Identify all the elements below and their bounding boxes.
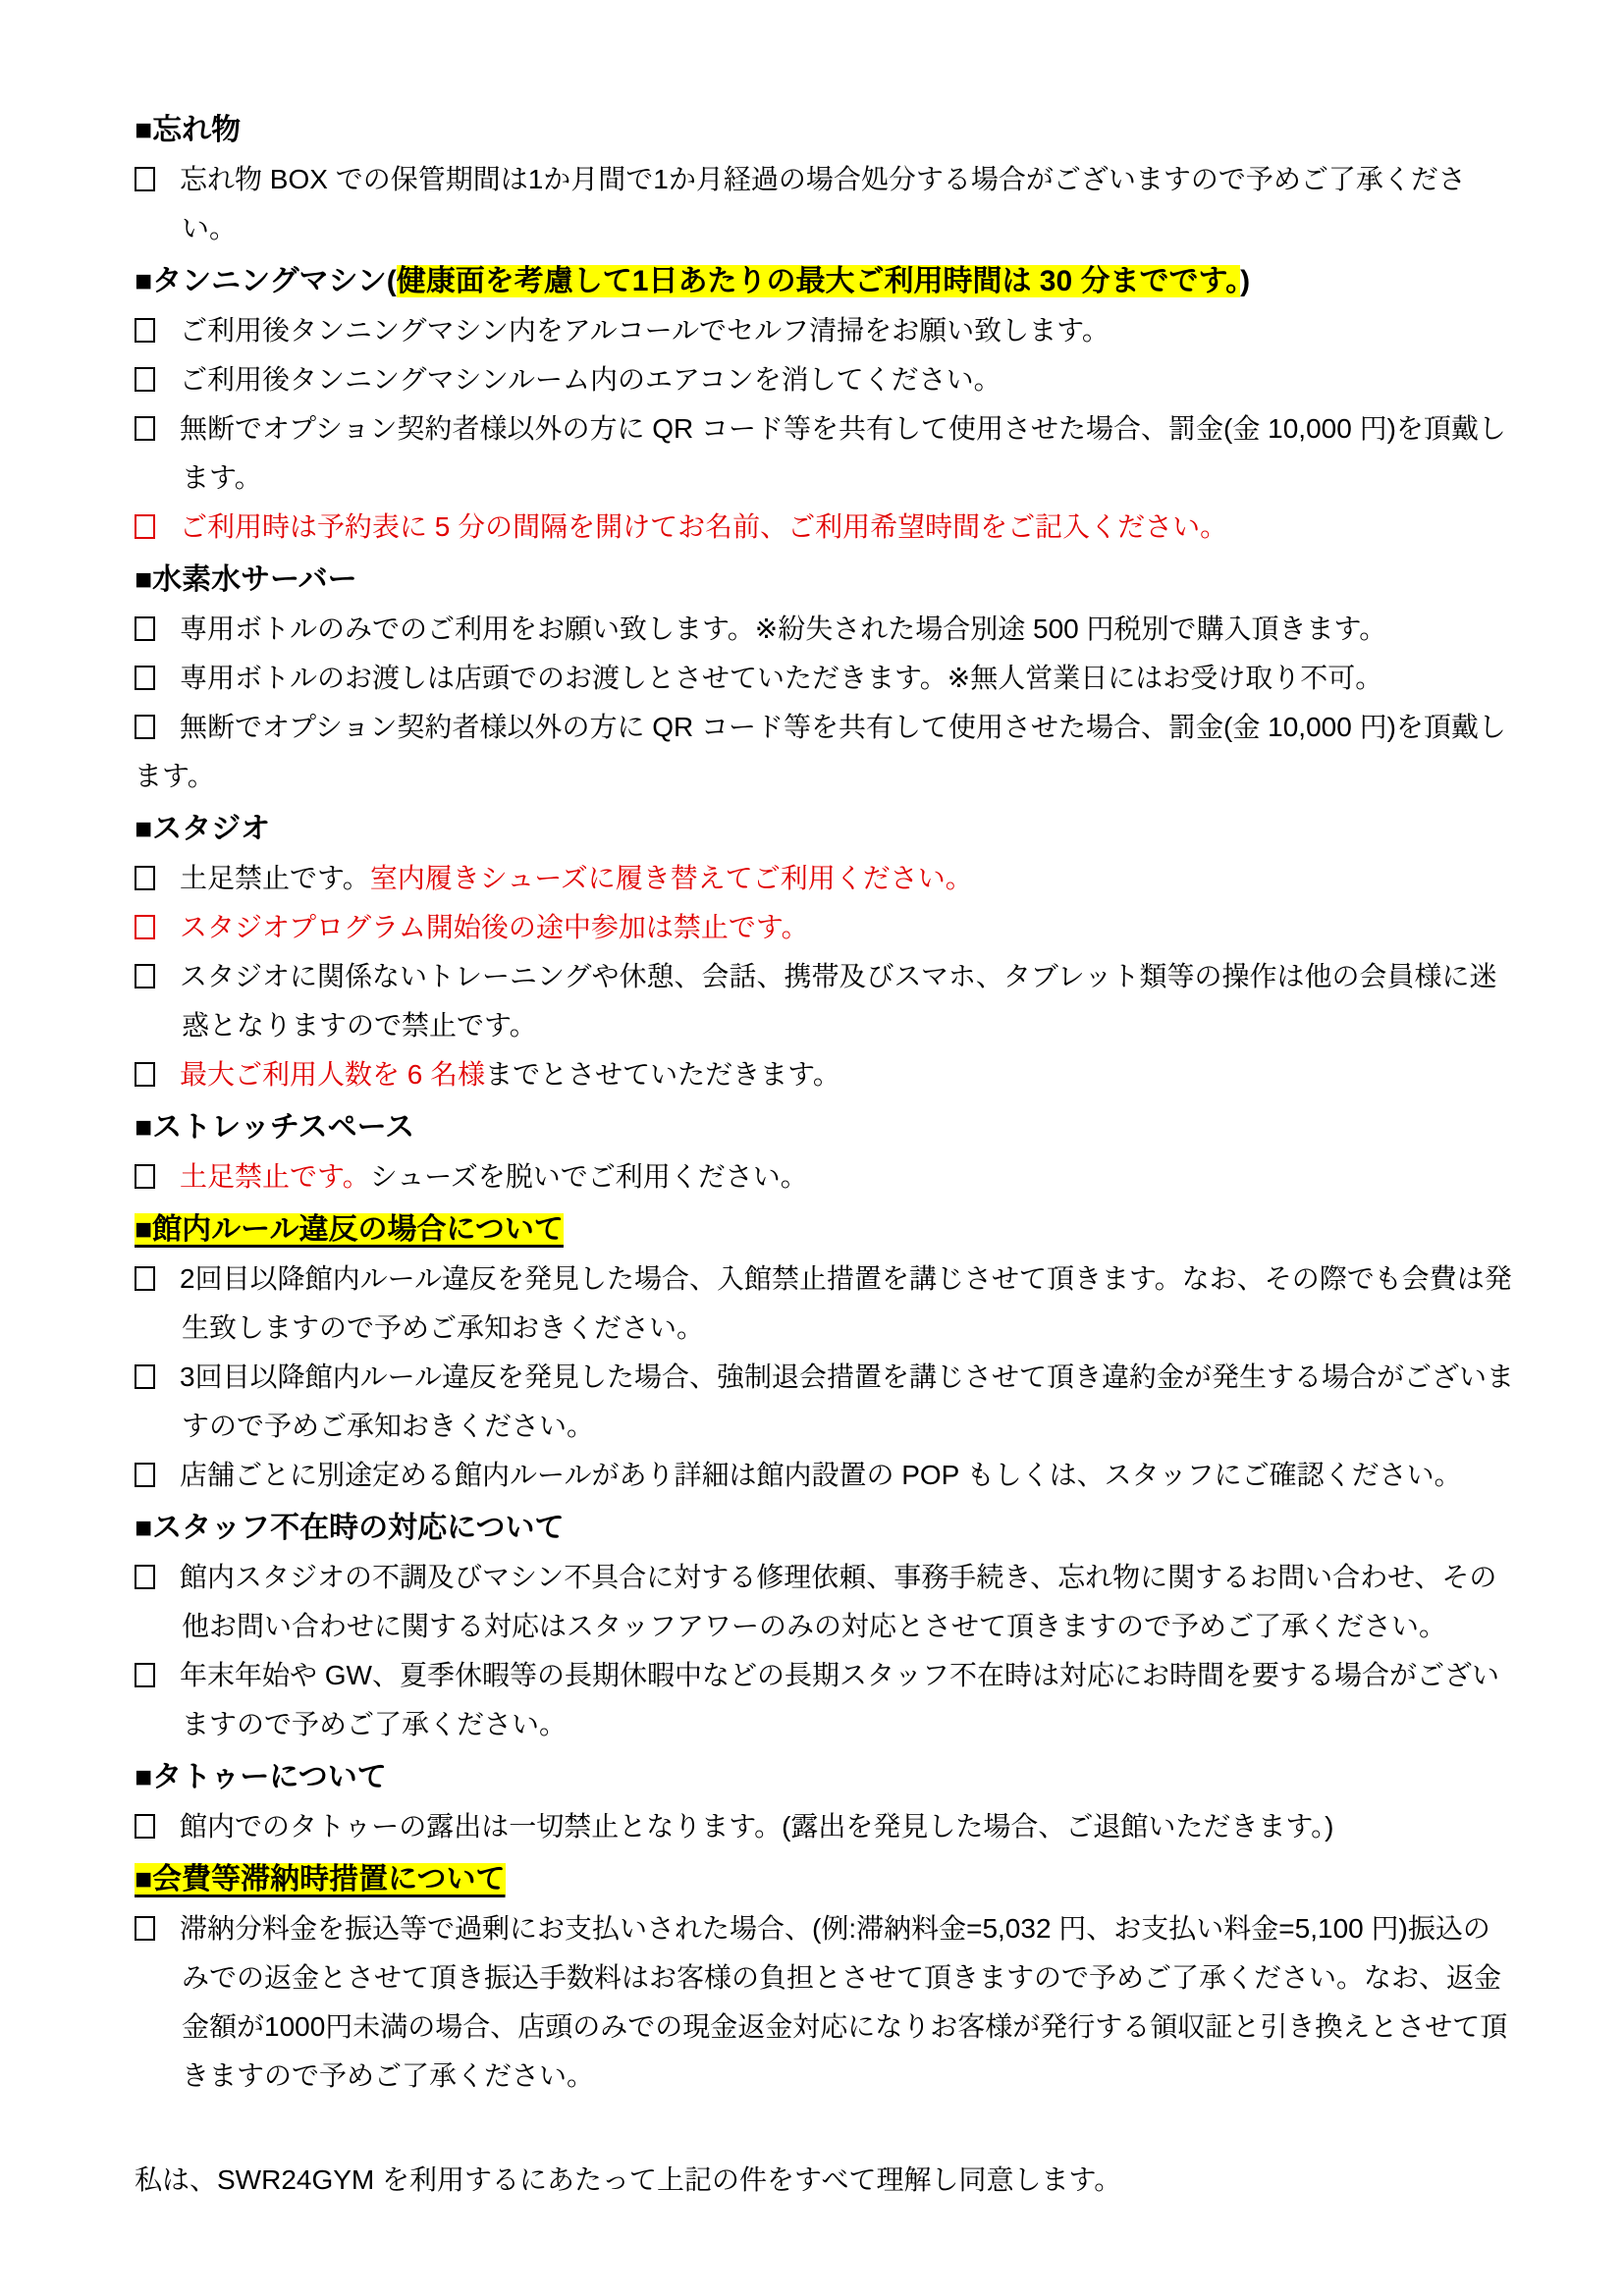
rule-text: ご利用後タンニングマシンルーム内のエアコンを消してください。 xyxy=(180,364,1001,395)
rule-item xyxy=(135,1255,1516,1353)
rule-text: 最大ご利用人数を 6 名様 xyxy=(180,1059,486,1090)
section-heading xyxy=(135,1753,1516,1802)
rule-text: シューズを脱いでご利用ください。 xyxy=(369,1161,808,1192)
checkbox[interactable] xyxy=(135,666,155,690)
checkbox[interactable] xyxy=(135,1164,155,1189)
section-heading-text: ■ストレッチスペース xyxy=(135,1111,415,1144)
rule-item xyxy=(135,654,1516,703)
rule-text: ご利用時は予約表に 5 分の間隔を開けてお名前、ご利用希望時間をご記入ください。 xyxy=(180,511,1228,542)
rule-text: 3回目以降館内ルール違反を発見した場合、強制退会措置を講じさせて頂き違約金が発生する場合がございますので予めご承知おきください。 xyxy=(180,1362,1515,1441)
rule-text: 無断でオプション契約者様以外の方に QR コード等を共有して使用させた場合、罰金(金 10,000 円)を頂戴します。 xyxy=(135,712,1506,791)
section-heading xyxy=(135,1504,1516,1553)
section-heading xyxy=(135,1103,1516,1152)
section-heading-text: ) xyxy=(1240,265,1251,297)
rule-item xyxy=(135,1353,1516,1451)
rule-item xyxy=(135,952,1516,1050)
rule-item xyxy=(135,503,1516,552)
section-heading xyxy=(135,556,1516,605)
rule-text: 年末年始や GW、夏季休暇等の長期休暇中などの長期スタッフ不在時は対応にお時間を要する場合がございますので予めご了承ください。 xyxy=(180,1660,1499,1739)
rule-item xyxy=(135,1802,1516,1851)
rule-text: 2回目以降館内ルール違反を発見した場合、入館禁止措置を講じさせて頂きます。なお、その際でも会費は発生致しますので予めご承知おきください。 xyxy=(180,1263,1512,1343)
section-heading-text: ■タトゥーについて xyxy=(135,1761,387,1793)
section-heading xyxy=(135,257,1516,306)
rule-item xyxy=(135,1152,1516,1201)
rule-text: 館内でのタトゥーの露出は一切禁止となります。(露出を発見した場合、ご退館いただきます。) xyxy=(180,1811,1334,1842)
rule-text: 専用ボトルのお渡しは店頭でのお渡しとさせていただきます。※無人営業日にはお受け取り不可。 xyxy=(180,663,1383,693)
section-heading-text: ■スタッフ不在時の対応について xyxy=(135,1512,565,1544)
rule-item xyxy=(135,1553,1516,1651)
rule-text: スタジオに関係ないトレーニングや休憩、会話、携帯及びスマホ、タブレット類等の操作は他の会員様に迷惑となりますので禁止です。 xyxy=(180,961,1497,1041)
checkbox[interactable] xyxy=(135,318,155,343)
checkbox[interactable] xyxy=(135,866,155,890)
rule-item xyxy=(135,1451,1516,1500)
agreement-statement: 私は、SWR24GYM を利用するにあたって上記の件をすべて理解し同意します。 xyxy=(135,2164,1122,2195)
section-heading-text: ■タンニングマシン( xyxy=(135,265,397,297)
rule-text: ご利用後タンニングマシン内をアルコールでセルフ清掃をお願い致します。 xyxy=(180,315,1110,346)
section-heading-text: ■忘れ物 xyxy=(135,114,242,146)
rule-item xyxy=(135,355,1516,404)
rule-item xyxy=(135,1651,1516,1749)
section-heading xyxy=(135,1205,1516,1255)
rule-text: 店舗ごとに別途定める館内ルールがあり詳細は館内設置の POP もしくは、スタッフにご確認ください。 xyxy=(180,1460,1462,1490)
checkbox[interactable] xyxy=(135,1463,155,1487)
rule-text: 無断でオプション契約者様以外の方に QR コード等を共有して使用させた場合、罰金(金 10,000 円)を頂戴します。 xyxy=(180,413,1506,493)
checkbox[interactable] xyxy=(135,715,155,739)
rule-item xyxy=(135,404,1516,503)
rule-item xyxy=(135,854,1516,903)
checkbox[interactable] xyxy=(135,1062,155,1087)
rule-text: 滞納分料金を振込等で過剰にお支払いされた場合、(例:滞納料金=5,032 円、お支払い料金=5,100 円)振込のみでの返金とさせて頂き振込手数料はお客様の負担とさせて頂きますので予めご了承ください。なお、返金金額が1000円未満の場合、店頭のみでの現金返金対応になりお客様が発行する領収証と引き換えとさせて頂きますので予めご了承ください。 xyxy=(180,1913,1508,2091)
rules-list xyxy=(135,106,1516,2101)
checkbox[interactable] xyxy=(135,616,155,641)
section-heading xyxy=(135,1855,1516,1904)
section-heading-text: 健康面を考慮して1日あたりの最大ご利用時間は 30 分までです。 xyxy=(396,265,1241,297)
checkbox[interactable] xyxy=(135,1663,155,1687)
rule-text: までとさせていただきます。 xyxy=(485,1059,840,1090)
checkbox[interactable] xyxy=(135,1916,155,1941)
section-heading-text: ■館内ルール違反の場合について xyxy=(135,1213,564,1246)
section-heading xyxy=(135,106,1516,155)
rule-item xyxy=(135,155,1516,253)
rule-text: スタジオプログラム開始後の途中参加は禁止です。 xyxy=(180,912,809,942)
checkbox[interactable] xyxy=(135,416,155,441)
rule-item xyxy=(135,1050,1516,1099)
checkbox[interactable] xyxy=(135,1266,155,1291)
rule-item xyxy=(135,605,1516,654)
rule-item xyxy=(135,1904,1516,2101)
rule-text: 土足禁止です。 xyxy=(180,863,370,893)
rule-text: 専用ボトルのみでのご利用をお願い致します。※紛失された場合別途 500 円税別で購入頂きます。 xyxy=(180,614,1387,644)
rule-text: 忘れ物 BOX での保管期間は1か月間で1か月経過の場合処分する場合がございますので予めご了承ください。 xyxy=(180,164,1466,243)
section-heading-text: ■スタジオ xyxy=(135,813,271,845)
rule-item xyxy=(135,306,1516,355)
checkbox[interactable] xyxy=(135,367,155,392)
rule-item xyxy=(135,903,1516,952)
rule-item xyxy=(135,703,1516,801)
rule-text: 館内スタジオの不調及びマシン不具合に対する修理依頼、事務手続き、忘れ物に関するお問い合わせ、その他お問い合わせに関する対応はスタッフアワーのみの対応とさせて頂きますので予めご了承ください。 xyxy=(180,1562,1497,1641)
checkbox[interactable] xyxy=(135,514,155,539)
checkbox[interactable] xyxy=(135,1814,155,1839)
checkbox[interactable] xyxy=(135,1565,155,1589)
checkbox[interactable] xyxy=(135,964,155,988)
checkbox[interactable] xyxy=(135,915,155,939)
section-heading-text: ■水素水サーバー xyxy=(135,563,357,596)
rule-text: 土足禁止です。 xyxy=(180,1161,370,1192)
checkbox[interactable] xyxy=(135,1364,155,1389)
section-heading-text: ■会費等滞納時措置について xyxy=(135,1863,506,1896)
rule-text: 室内履きシューズに履き替えてご利用ください。 xyxy=(369,863,973,893)
checkbox[interactable] xyxy=(135,167,155,191)
section-heading xyxy=(135,805,1516,854)
